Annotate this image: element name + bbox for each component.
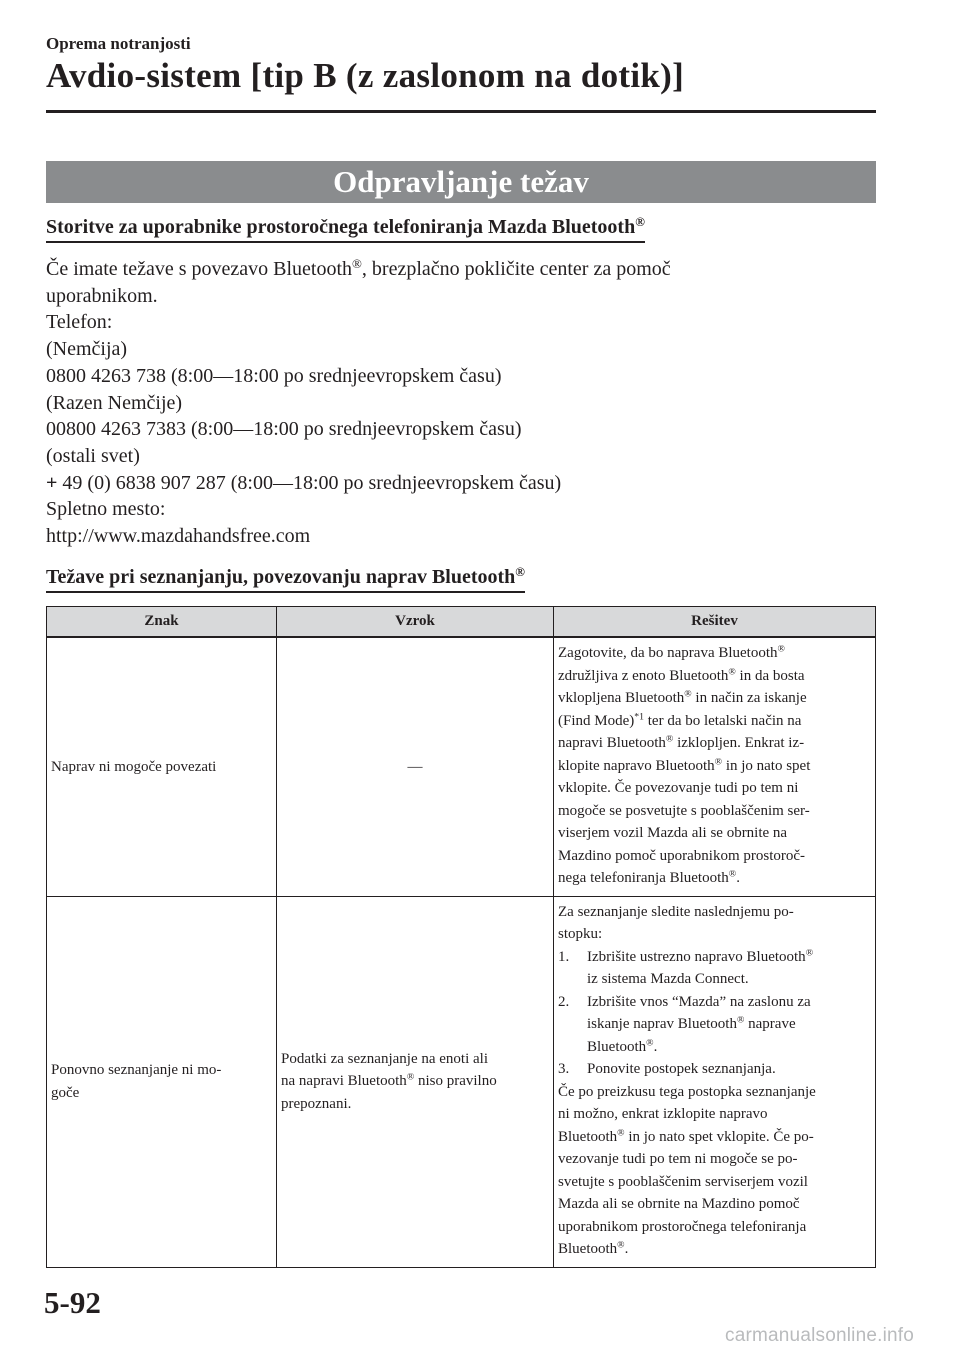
registered-mark: ® xyxy=(714,756,723,768)
step-number: 1. xyxy=(558,948,570,965)
cause-cell xyxy=(277,896,554,1267)
solution-text: . xyxy=(736,870,740,886)
solution-line: Če po preizkusu tega postopka seznanjanje xyxy=(558,1083,816,1100)
cause-text: Podatki za seznanjanje na enoti ali xyxy=(281,1050,489,1067)
solution-text: Bluetooth xyxy=(558,1241,618,1257)
solution-text: nega telefoniranja Bluetooth xyxy=(558,870,729,886)
website-url[interactable]: http://www.mazdahandsfree.com xyxy=(46,525,311,548)
registered-mark: ® xyxy=(617,1127,625,1139)
symptom-text: Ponovno seznanjanje ni mo- xyxy=(51,1062,222,1078)
region-outside-germany: (Razen Nemčije) xyxy=(46,391,183,414)
solution-text: (Find Mode) xyxy=(558,712,635,729)
table-header-row xyxy=(47,607,876,638)
cause-text: prepoznani. xyxy=(281,1095,352,1112)
registered-mark: ® xyxy=(617,1239,625,1251)
column-header-symptom: Znak xyxy=(47,607,277,638)
plus-icon: + xyxy=(46,471,58,494)
phone-rest-text: 49 (0) 6838 907 287 (8:00—18:00 po srednjeevropskem času) xyxy=(57,471,562,494)
solution-line: vezovanje tudi po tem ni mogoče se po- xyxy=(558,1151,798,1167)
service-info xyxy=(46,256,876,550)
step-text-part: Izbrišite ustrezno napravo Bluetooth xyxy=(587,948,806,965)
step-item xyxy=(558,946,871,991)
step-text xyxy=(587,991,811,1059)
solution-text: in da bosta xyxy=(735,667,805,684)
registered-mark: ® xyxy=(728,666,736,678)
symptom-cell xyxy=(47,896,277,1267)
solution-line xyxy=(558,867,871,890)
service-heading xyxy=(46,213,645,243)
pairing-heading xyxy=(46,563,526,593)
solution-text: klopite napravo Bluetooth xyxy=(558,757,715,774)
registered-mark: ® xyxy=(777,643,785,655)
step-text: Ponovite postopek seznanjanja. xyxy=(587,1061,776,1077)
column-header-cause: Vzrok xyxy=(277,607,554,638)
region-rest-of-world: (ostali svet) xyxy=(46,444,140,467)
solution-line xyxy=(558,1238,871,1261)
symptom-cell xyxy=(47,637,277,896)
solution-text: Bluetooth xyxy=(558,1128,618,1145)
cause-cell xyxy=(277,637,554,896)
table-row xyxy=(47,896,876,1267)
page-title: Avdio-sistem [tip B (z zaslonom na dotik)] xyxy=(46,56,685,95)
solution-cell xyxy=(554,896,876,1267)
footnote-marker: *1 xyxy=(634,711,644,723)
solution-line: stopku: xyxy=(558,926,603,942)
symptom-text: Naprav ni mogoče povezati xyxy=(51,758,217,775)
symptom-text: goče xyxy=(51,1084,80,1101)
solution-line xyxy=(558,732,871,755)
solution-text: izklopljen. Enkrat iz- xyxy=(673,735,805,751)
solution-line: svetujte s pooblaščenim serviserjem vozil xyxy=(558,1173,808,1190)
region-germany: (Nemčija) xyxy=(46,338,128,361)
registered-mark: ® xyxy=(352,255,362,271)
step-text-part: iskanje naprav Bluetooth xyxy=(587,1016,737,1032)
solution-text: . xyxy=(624,1241,629,1257)
solution-text: Zagotovite, da bo naprava Bluetooth xyxy=(558,645,778,661)
step-text-part: . xyxy=(653,1038,658,1055)
step-text-part: Bluetooth xyxy=(587,1038,647,1055)
cause-text-part: na napravi Bluetooth xyxy=(281,1073,407,1090)
phone-germany: 0800 4263 738 (8:00—18:00 po srednjeevropskem času) xyxy=(46,364,502,387)
solution-line xyxy=(558,665,871,688)
step-number: 3. xyxy=(558,1061,570,1077)
registered-mark: ® xyxy=(665,733,674,745)
solution-text: in način za iskanje xyxy=(691,690,807,706)
step-text-part: naprave xyxy=(744,1016,796,1032)
solution-line: Mazda ali se obrnite na Mazdino pomoč xyxy=(558,1196,800,1212)
solution-text: vklopljena Bluetooth xyxy=(558,690,685,706)
step-text xyxy=(587,946,813,991)
breadcrumb: Oprema notranjosti xyxy=(46,34,191,53)
registered-mark: ® xyxy=(728,868,737,880)
step-text-part: iz sistema Mazda Connect. xyxy=(587,971,749,987)
registered-mark: ® xyxy=(635,213,645,229)
solution-line: viserjem vozil Mazda ali se obrnite na xyxy=(558,825,788,841)
registered-mark: ® xyxy=(515,563,526,579)
section-banner: Odpravljanje težav xyxy=(46,161,876,203)
solution-text: in jo nato spet vklopite. Če po- xyxy=(624,1128,814,1145)
step-item xyxy=(558,991,871,1059)
troubleshooting-table xyxy=(46,606,876,1268)
title-divider xyxy=(46,110,876,113)
cause-text-part: niso pravilno xyxy=(414,1073,497,1090)
solution-cell xyxy=(554,637,876,896)
cause-text: — xyxy=(407,758,423,775)
solution-line: Mazdino pomoč uporabnikom prostoroč- xyxy=(558,847,806,864)
registered-mark: ® xyxy=(646,1037,654,1049)
page-number: 5-92 xyxy=(44,1285,101,1320)
solution-line xyxy=(558,687,871,710)
registered-mark: ® xyxy=(736,1014,745,1026)
solution-line: mogoče se posvetujte s pooblaščenim ser- xyxy=(558,802,810,819)
solution-text: napravi Bluetooth xyxy=(558,735,666,751)
solution-text: in jo nato spet xyxy=(722,757,811,774)
solution-line xyxy=(558,1126,871,1149)
phone-rest-of-world xyxy=(46,470,876,497)
solution-line: ni možno, enkrat izklopite napravo xyxy=(558,1106,768,1122)
intro-text-b: , brezplačno pokličite center za pomoč xyxy=(361,258,671,280)
registered-mark: ® xyxy=(684,688,692,700)
step-item xyxy=(558,1058,871,1081)
solution-text: združljiva z enoto Bluetooth xyxy=(558,667,729,684)
pairing-heading-text: Težave pri seznanjanju, povezovanju naprav Bluetooth xyxy=(46,566,516,588)
solution-line xyxy=(558,755,871,778)
watermark: carmanualsonline.info xyxy=(725,1325,915,1346)
step-number: 2. xyxy=(558,993,570,1010)
intro-line xyxy=(46,256,876,283)
registered-mark: ® xyxy=(805,947,814,959)
solution-line: vklopite. Če povezovanje tudi po tem ni xyxy=(558,780,799,796)
solution-line: uporabnikom prostoročnega telefoniranja xyxy=(558,1218,807,1235)
website-label: Spletno mesto: xyxy=(46,498,166,521)
service-heading-text: Storitve za uporabnike prostoročnega telefoniranja Mazda Bluetooth xyxy=(46,216,636,238)
registered-mark: ® xyxy=(406,1071,415,1083)
intro-text-a: Če imate težave s povezavo Bluetooth xyxy=(46,258,353,280)
solution-line xyxy=(558,642,871,665)
phone-label: Telefon: xyxy=(46,311,113,334)
step-text-part: Izbrišite vnos “Mazda” na zaslonu za xyxy=(587,993,811,1010)
cause-text xyxy=(281,1070,549,1093)
solution-line xyxy=(558,710,871,733)
solution-text: ter da bo letalski način na xyxy=(644,712,802,729)
intro-line-2: uporabnikom. xyxy=(46,284,158,307)
table-row xyxy=(47,637,876,896)
column-header-solution: Rešitev xyxy=(554,607,876,638)
phone-outside-germany: 00800 4263 7383 (8:00—18:00 po srednjeevropskem času) xyxy=(46,418,522,441)
solution-line: Za seznanjanje sledite naslednjemu po- xyxy=(558,903,794,920)
